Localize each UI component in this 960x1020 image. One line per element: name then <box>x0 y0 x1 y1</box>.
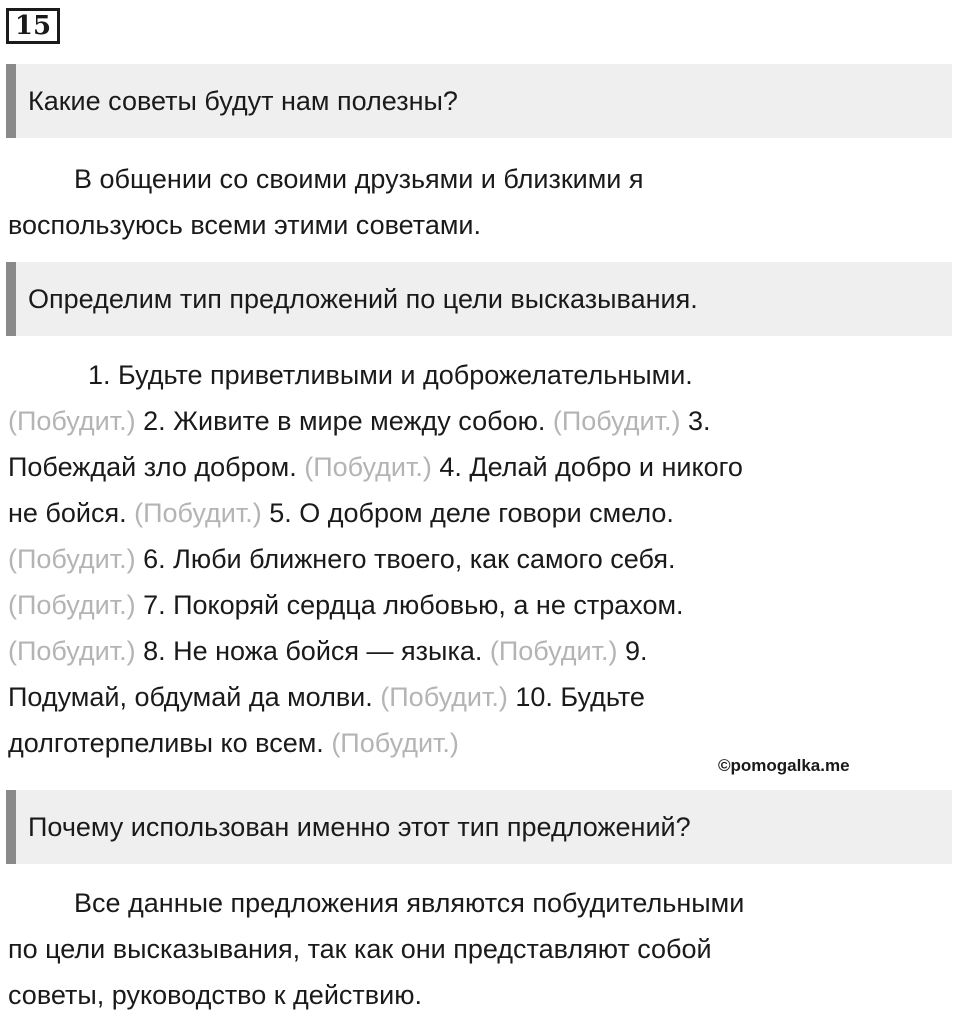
answer-line <box>8 582 938 628</box>
sentence-4-end: не бойся. <box>8 498 127 528</box>
sentence-2: 2. Живите в мире между собою. <box>143 406 546 436</box>
answer-line <box>8 628 938 674</box>
answer-line: советы, руководство к действию. <box>8 980 422 1010</box>
answer-line <box>8 674 938 720</box>
sentence-1: 1. Будьте приветливыми и доброжелательными. <box>88 360 693 390</box>
answer-line <box>8 490 938 536</box>
sentence-9-number: 9. <box>625 636 648 666</box>
answer-line <box>8 352 938 398</box>
sentence-type-tag: (Побудит.) <box>552 406 681 436</box>
sentence-type-tag: (Побудит.) <box>134 498 262 528</box>
sentence-type-tag: (Побудит.) <box>8 406 136 436</box>
sentence-type-tag: (Побудит.) <box>8 590 136 620</box>
sentence-type-tag: (Побудит.) <box>8 636 136 666</box>
answer-line <box>8 398 938 444</box>
sentence-type-tag: (Побудит.) <box>304 452 432 482</box>
answer-block-2 <box>8 352 938 766</box>
sentence-4: 4. Делай добро и никого <box>439 452 743 482</box>
answer-block-3 <box>8 880 938 1018</box>
sentence-type-tag: (Побудит.) <box>489 636 618 666</box>
watermark: ©pomogalka.me <box>718 756 850 775</box>
answer-line <box>8 536 938 582</box>
sentence-7: 7. Покоряй сердца любовью, а не страхом. <box>143 590 684 620</box>
question-text-1: Какие советы будут нам полезны? <box>28 85 458 116</box>
sentence-type-tag: (Побудит.) <box>331 728 459 758</box>
answer-line: Все данные предложения являются побудительными <box>74 888 745 918</box>
answer-line: по цели высказывания, так как они представляют собой <box>8 934 712 964</box>
question-heading-2 <box>6 262 952 336</box>
question-text-2: Определим тип предложений по цели высказывания. <box>28 283 698 314</box>
sentence-5: 5. О добром деле говори смело. <box>269 498 674 528</box>
answer-line <box>8 444 938 490</box>
sentence-type-tag: (Побудит.) <box>8 544 136 574</box>
question-heading-3 <box>6 790 952 864</box>
sentence-10-end: долготерпеливы ко всем. <box>8 728 324 758</box>
question-text-3: Почему использован именно этот тип предложений? <box>28 811 691 842</box>
question-heading-1 <box>6 64 952 138</box>
sentence-type-tag: (Побудит.) <box>380 682 508 712</box>
sentence-6: 6. Люби ближнего твоего, как самого себя. <box>143 544 676 574</box>
sentence-3: Побеждай зло добром. <box>8 452 297 482</box>
answer-line: В общении со своими друзьями и близкими я <box>74 164 644 194</box>
sentence-8: 8. Не ножа бойся — языка. <box>143 636 483 666</box>
answer-block-1 <box>8 156 938 248</box>
task-number-badge: 15 <box>6 8 60 44</box>
answer-line: воспользуюсь всеми этими советами. <box>8 210 482 240</box>
sentence-9: Подумай, обдумай да молви. <box>8 682 373 712</box>
sentence-3-number: 3. <box>687 406 711 436</box>
sentence-10: 10. Будьте <box>515 682 645 712</box>
